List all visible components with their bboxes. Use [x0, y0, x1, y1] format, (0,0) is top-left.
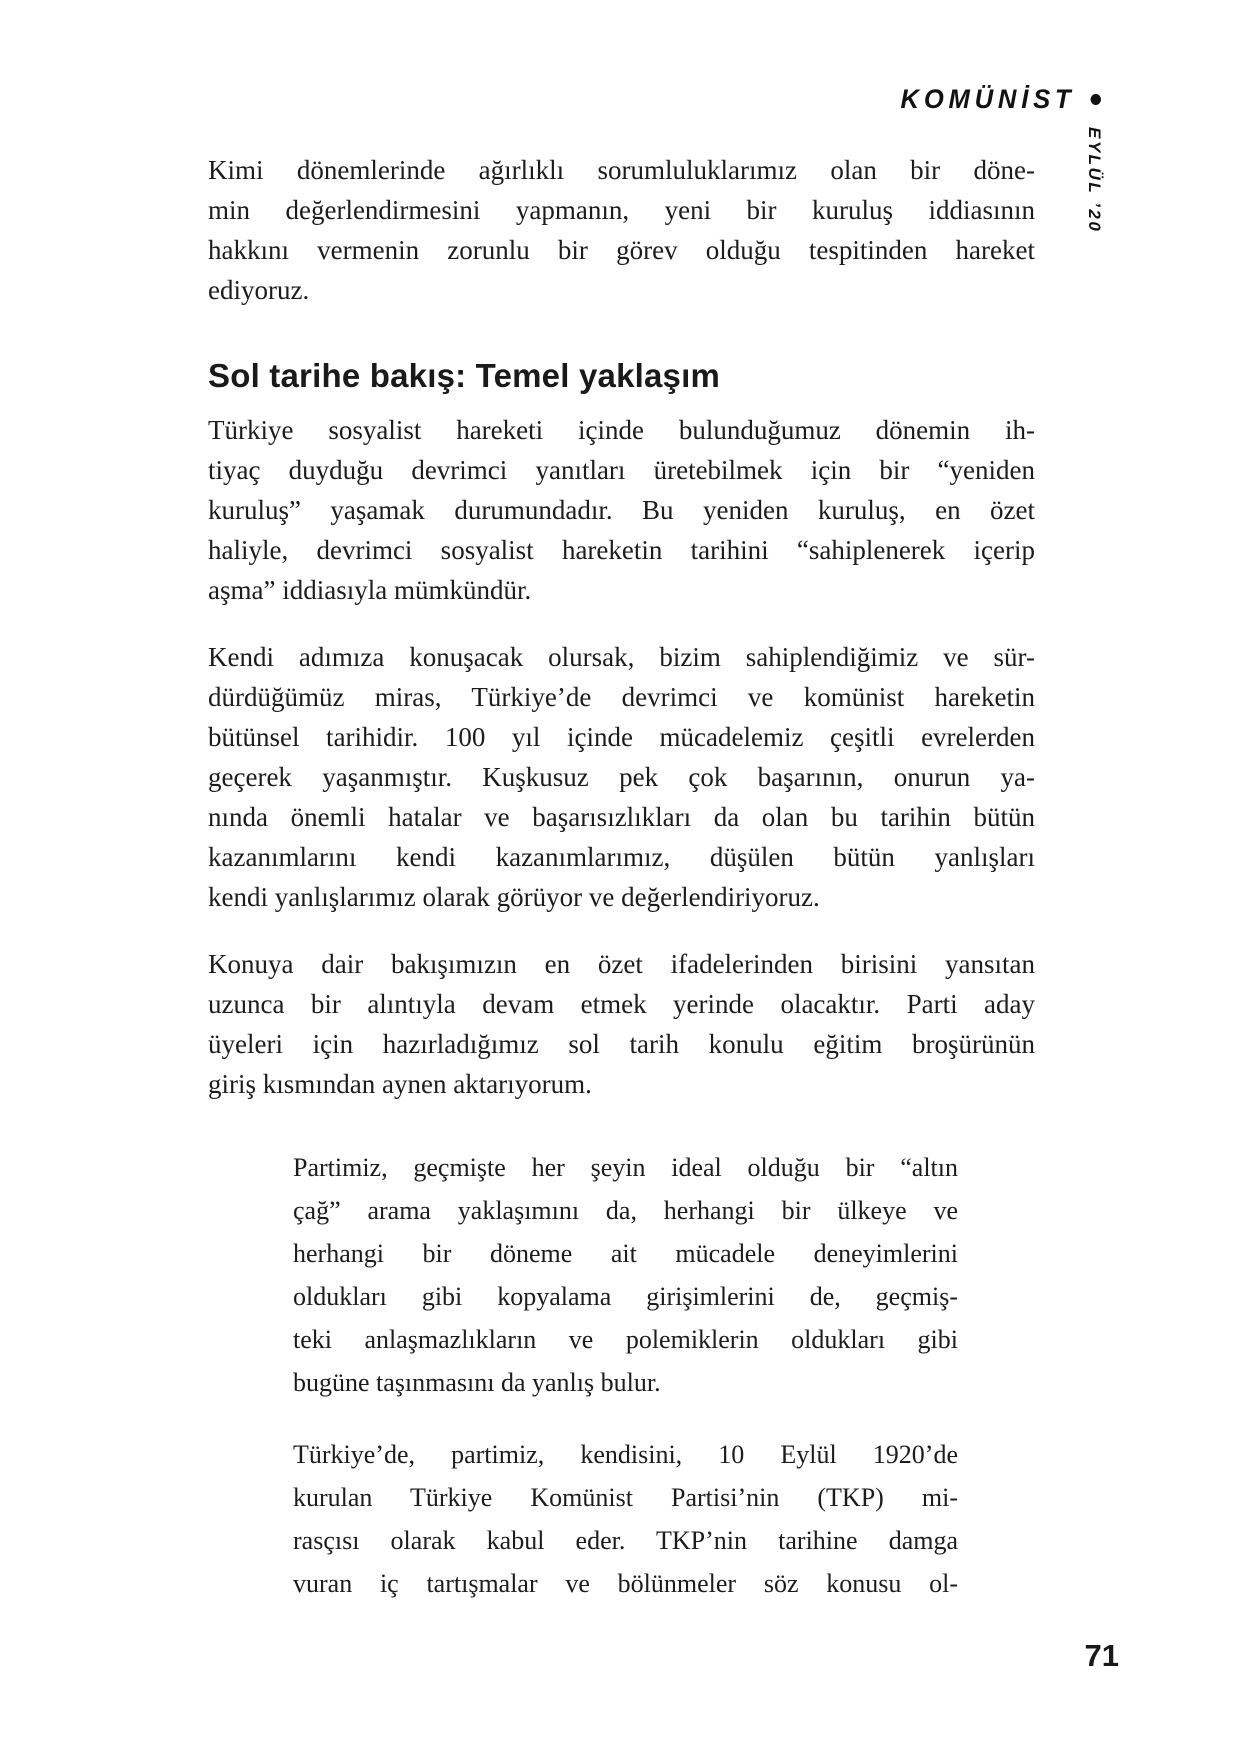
text-line: aşma” iddiasıyla mümkündür. [208, 575, 532, 605]
text-line: Kendi adımıza konuşacak olursak, bizim sahiplendiğimiz ve sür- [208, 642, 1035, 672]
text-line: ediyoruz. [208, 275, 310, 305]
text-line: Türkiye sosyalist hareketi içinde bulunduğumuz dönemin ih- [208, 415, 1035, 445]
text-line: nında önemli hatalar ve başarısızlıkları da olan bu tarihin bütün [208, 802, 1035, 832]
block-quote [293, 1146, 958, 1404]
block-quote [293, 1433, 958, 1605]
section-heading-text: Sol tarihe bakış: Temel yaklaşım [208, 357, 721, 394]
text-line: Kimi dönemlerinde ağırlıklı sorumluluklarımız olan bir döne- [208, 155, 1035, 185]
text-line: teki anlaşmazlıkların ve polemiklerin oldukları gibi [293, 1325, 958, 1354]
text-line: hakkını vermenin zorunlu bir görev olduğu tespitinden hareket [208, 235, 1035, 265]
text-line: vuran iç tartışmalar ve bölünmeler söz konusu ol- [293, 1569, 958, 1598]
text-line: bugüne taşınmasını da yanlış bulur. [293, 1368, 661, 1397]
text-line: çağ” arama yaklaşımını da, herhangi bir ülkeye ve [293, 1196, 958, 1225]
text-line: dürdüğümüz miras, Türkiye’de devrimci ve komünist hareketin [208, 682, 1035, 712]
section-heading [208, 354, 1035, 398]
text-line: üyeleri için hazırladığımız sol tarih konulu eğitim broşürünün [208, 1029, 1035, 1059]
masthead-bullet-icon [1091, 94, 1101, 105]
paragraph [208, 410, 1035, 610]
text-line: bütünsel tarihidir. 100 yıl içinde mücadelemiz çeşitli evrelerden [208, 722, 1035, 752]
text-line: min değerlendirmesini yapmanın, yeni bir kuruluş iddiasının [208, 195, 1035, 225]
text-line: Konuya dair bakışımızın en özet ifadelerinden birisini yansıtan [208, 949, 1035, 979]
text-line: tiyaç duyduğu devrimci yanıtları üretebilmek için bir “yeniden [208, 455, 1035, 485]
masthead-title: KOMÜNİST [900, 84, 1076, 114]
text-line: Türkiye’de, partimiz, kendisini, 10 Eylül 1920’de [293, 1440, 958, 1469]
text-line: geçerek yaşanmıştır. Kuşkusuz pek çok başarının, onurun ya- [208, 762, 1035, 792]
text-line: oldukları gibi kopyalama girişimlerini de, geçmiş- [293, 1282, 958, 1311]
paragraph [208, 637, 1035, 917]
text-line: kazanımlarını kendi kazanımlarımız, düşülen bütün yanlışları [208, 842, 1035, 872]
text-line: uzunca bir alıntıyla devam etmek yerinde olacaktır. Parti aday [208, 989, 1035, 1019]
text-line: kurulan Türkiye Komünist Partisi’nin (TKP) mi- [293, 1483, 958, 1512]
text-line: haliyle, devrimci sosyalist hareketin tarihini “sahiplenerek içerip [208, 535, 1035, 565]
page-number: 71 [1084, 1638, 1119, 1673]
text-line: herhangi bir döneme ait mücadele deneyimlerini [293, 1239, 958, 1268]
text-line: rasçısı olarak kabul eder. TKP’nin tarihine damga [293, 1526, 958, 1555]
masthead [901, 84, 1101, 115]
text-line: Partimiz, geçmişte her şeyin ideal olduğu bir “altın [293, 1153, 958, 1182]
text-line: kendi yanlışlarımız olarak görüyor ve değerlendiriyoruz. [208, 882, 820, 912]
text-line: kuruluş” yaşamak durumundadır. Bu yeniden kuruluş, en özet [208, 495, 1035, 525]
paragraph [208, 944, 1035, 1104]
issue-label: EYLÜL ’20 [1085, 127, 1104, 234]
paragraph [208, 150, 1035, 310]
text-line: giriş kısmından aynen aktarıyorum. [208, 1069, 592, 1099]
